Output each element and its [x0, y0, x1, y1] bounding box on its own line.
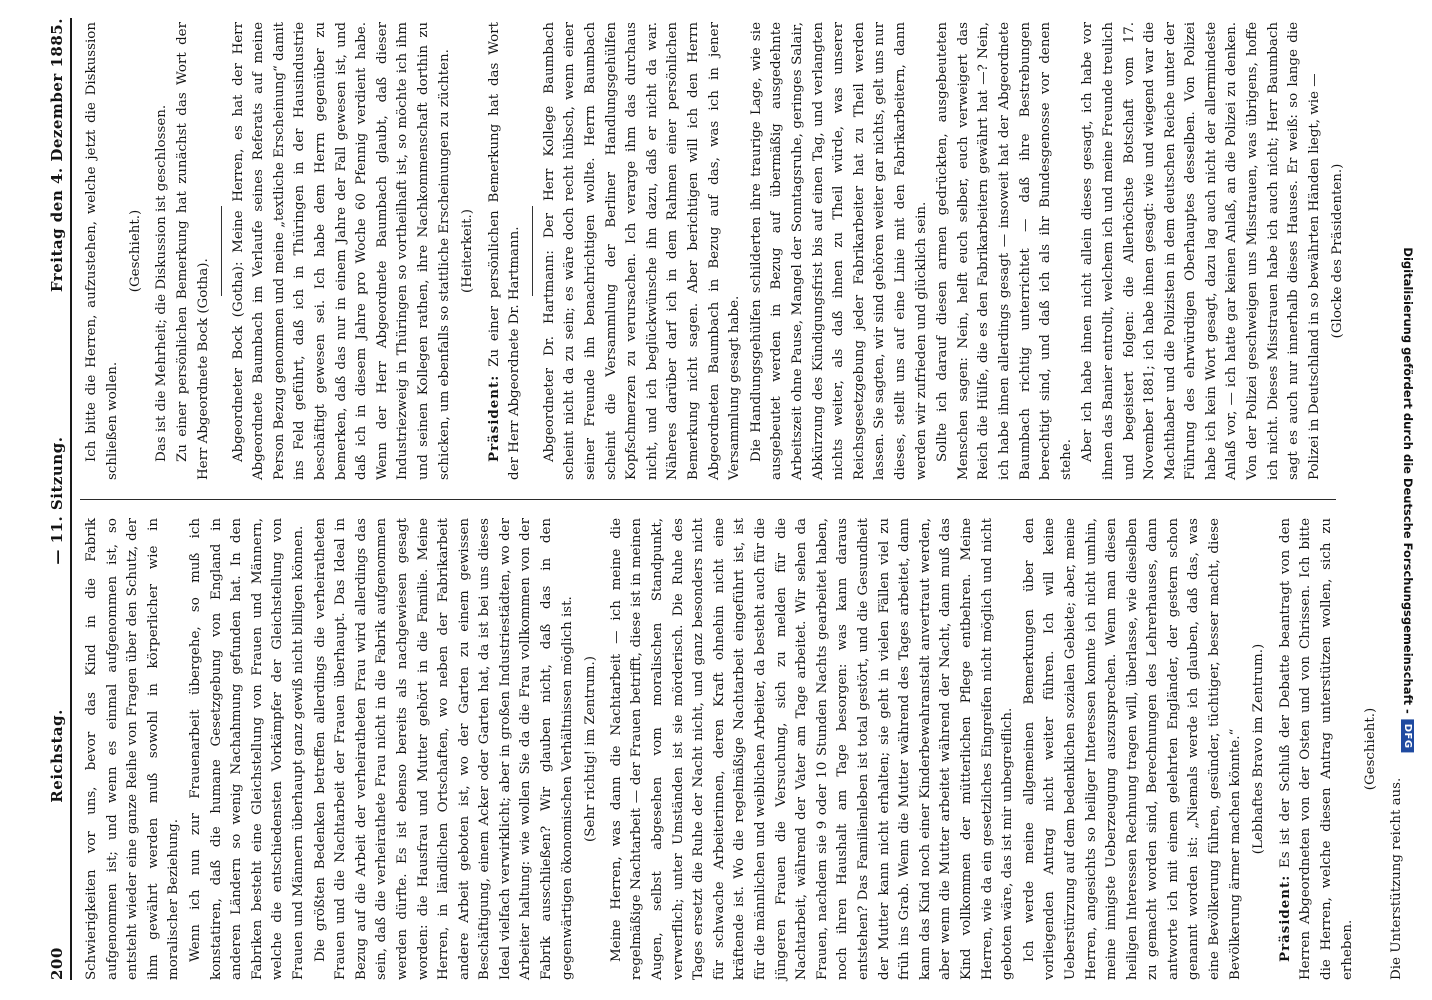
- text-column-left: [82, 518, 1404, 980]
- header-rule: [70, 18, 72, 980]
- stage-direction: [458, 22, 479, 480]
- stage-direction: [126, 22, 147, 480]
- paragraph: [1020, 518, 1247, 980]
- paragraph-text: Abgeordneter Bock (Gotha): Meine Herren, es hat der Herr Abgeordnete Baumbach im Verlaufe seines Referats auf meine Person Bezug genommen und meine „textliche Erscheinung“ damit ins Feld geführt, daß ich in Thüringen in der Hausindustrie beschäftigt gewesen sei. Ich habe dem Herrn gegenüber zu bemerken, daß das nur in einem Jahre der Fall gewesen ist, und daß ich in diesem Jahre pro Woche 60 Pfennig verdient habe. Wenn der Herr Abgeordnete Baumbach glaubt, daß dieser Industriezweig in Thüringen so vortheilhaft ist, so möchte ich ihm und seinen Kollegen rathen, ihre Nachkommenschaft dorthin zu schicken, um ebenfalls so stattliche Erscheinungen zu züchten.: [230, 22, 452, 480]
- paragraph: [1275, 518, 1358, 980]
- stage-direction: [1328, 22, 1349, 480]
- speaker-label: Präsident:: [1276, 874, 1293, 962]
- header-chamber: Reichstag.: [48, 709, 66, 803]
- paragraph: [173, 22, 214, 480]
- paragraph: [540, 22, 746, 480]
- digitization-credit: [1401, 247, 1415, 752]
- paragraph: [747, 22, 932, 480]
- stage-direction-text: (Geschieht.): [1363, 707, 1379, 791]
- stage-direction-text: (Heiterkeit.): [460, 209, 476, 293]
- paragraph-text: Sollte ich darauf diesen armen gedrückten, ausgebeuteten Menschen sagen: Nein, helft euch selber, euch verweigert das Reich die Hülfe, die es den Fabrikarbeitern gewährt hat —? Nein, ich habe ihnen allerdings gesagt — insoweit hat der Abgeordnete Baumbach richtig unterrichtet — daß ihre Bestrebungen berechtigt sind, und daß ich als ihr Bundesgenosse vor denen stehe.: [935, 22, 1074, 480]
- stage-direction: [1249, 518, 1270, 980]
- paragraph: [82, 22, 123, 480]
- paragraph: [186, 518, 310, 980]
- header-session: — 11. Sitzung.: [48, 436, 66, 565]
- section-separator: [221, 206, 222, 296]
- paragraph-text: Es ist der Schluß der Debatte beantragt von den Herren Abgeordneten von der Osten und von Chrissen. Ich bitte die Herren, welche diesen Antrag unterstützen wollen, sich zu erheben.: [1277, 518, 1355, 980]
- paragraph-text: Schwierigkeiten vor uns, bevor das Kind in die Fabrik aufgenommen ist; und wenn es einmal aufgenommen ist, so entsteht wieder eine ganze Reihe von Fragen über den Schutz, der ihm gewährt werden muß sowohl in körperlicher wie in moralischer Beziehung.: [84, 518, 182, 980]
- paragraph-text: Die größten Bedenken betreffen allerdings die verheiratheten Frauen und die Nachtarbeit der Frauen überhaupt. Das Ideal in Bezug auf die Arbeit der verheiratheten Frau wird allerdings das sein, daß die verheirathete Frau nicht in die Fabrik aufgenommen werden dürfte. Es ist ebenso bereits als nachgewiesen gesagt worden: die Hausfrau und Mutter gehört in die Familie. Meine Herren, in ländlichen Ortschaften, wo neben der Fabrikarbeit andere Arbeit geboten ist, wo der Garten zu einem gewissen Beschäftigung, einem Acker oder Garten hat, da ist bei uns dieses Ideal vielfach verwirklicht; aber in großen Industriestädten, wo der Arbeiter haltung: wie wollen Sie da die Frau vollkommen von der Fabrik ausschließen? Wir glauben nicht, daß das in den gegenwärtigen ökonomischen Verhältnissen möglich ist.: [312, 518, 575, 980]
- paragraph-text: Die Unterstützung reicht aus.: [1388, 777, 1404, 980]
- stage-direction-text: (Glocke des Präsidenten.): [1330, 163, 1346, 339]
- paragraph-text: Die Handlungsgehülfen schilderten ihre traurige Lage, wie sie ausgebeutet werden in Bezug auf übermäßig ausgedehnte Arbeitszeit ohne Pause, Mangel der Sonntagsruhe, geringes Salair, Abkürzung des Kündigungsfrist bis auf einen Tag, und verlangten nichts weiter, als daß ihnen zu Theil würde, was unserer Reichsgesetzgebung jeder Fabrikarbeiter hat zu Theil werden lassen. Sie sagten, wir sind gehören weiter gar nichts, gelt uns nur dieses, stellt uns auf eine Linie mit den Fabrikarbeitern, dann werden wir zufrieden und glücklich sein.: [748, 22, 929, 480]
- paragraph: [311, 518, 579, 980]
- text-column-right: [82, 22, 1346, 480]
- paragraph-text: Zu einer persönlichen Bemerkung hat zunächst das Wort der Herr Abgeordnete Bock (Gotha).: [175, 22, 211, 480]
- paragraph: [484, 22, 526, 480]
- paragraph-text: Zu einer persönlichen Bemerkung hat das Wort der Herr Abgeordnete Dr. Hartmann.: [486, 22, 523, 480]
- paragraph: [607, 518, 1019, 980]
- paragraph-text: Ich werde meine allgemeinen Bemerkungen über den vorliegenden Antrag nicht weiter führen. Ich will keine Ueberstürzung auf dem bedenklichen sozialen Gebiete; aber, meine Herren, angesichts so heiliger Interessen konnte ich nicht umhin, meine innigste Ueberzeugung auszusprechen. Wenn man diesen heiligen Interessen Rechnung tragen will, überlasse, wie dieselben zu gemacht worden sind, Berechnungen des Lehrerhauses, dann antworte ich mit einem gelehrten Engländer, der gestern schon genannt worden ist: „Niemals werde ich glauben, daß das, was eine Bevölkerung führen, gesünder, tüchtiger, besser macht, diese Bevölkerung ärmer machen könnte.“: [1021, 518, 1243, 980]
- page-number: 200: [48, 947, 66, 980]
- paragraph-text: Wenn ich nun zur Frauenarbeit übergehe, so muß ich konstatiren, daß die humane Gesetzgebung von England in anderen Ländern so wenig Nachahmung gefunden hat. In den Fabriken besteht eine Gleichstellung von Frauen und Männern, welche die entschiedensten Vorkämpfer der Gleichstellung von Frauen und Männern überhaupt ganz gewiß nicht billigen können.: [187, 518, 306, 980]
- paragraph: [229, 22, 456, 480]
- section-separator: [532, 206, 533, 296]
- paragraph: [933, 22, 1077, 480]
- paragraph-text: Das ist die Mehrheit; die Diskussion ist geschlossen.: [153, 104, 169, 462]
- column-divider: [80, 499, 1336, 500]
- paragraph-text: Meine Herren, was dann die Nachtarbeit — ich meine die regelmäßige Nachtarbeit — der Frauen betrifft, diese ist in meinen Augen, selbst abgesehen vom moralischen Standpunkt, verwerflich; unter Umständen ist sie mörderisch. Die Ruhe des Tages ersetzt die Ruhe der Nacht nicht, und ganz besonders nicht für schwache Arbeiterinnen, deren Kraft ohnehin nicht eine kräftende ist. Wo die regelmäßige Nachtarbeit eingeführt ist, ist für die männlichen und weiblichen Arbeiter, da besteht auch für die jüngeren Frauen die Versuchung, sich zu melden für die Nachtarbeit, während der Vater am Tage arbeitet. Wir sehen da Frauen, nachdem sie 9 oder 10 Stunden Nachts gearbeitet haben, noch ihren Haushalt am Tage besorgen: was kann daraus entstehen? Das Familienleben ist total gestört, und die Gesundheit der Mutter kann nicht erhalten; sie geht in vielen Fällen viel zu früh ins Grab. Wenn die Mutter während des Tages arbeitet, dann kann das Kind noch einer Kinderbewahranstalt anvertraut werden, aber wenn die Mutter arbeitet während der Nacht, dann muß das Kind vollkommen der mütterlichen Pflege entbehren. Meine Herren, wie da ein gesetzliches Eingreifen nicht möglich und nicht geboten wäre, das ist mir unbegreiflich.: [608, 518, 1016, 980]
- stage-direction-text: (Sehr richtig! im Zentrum.): [583, 656, 599, 842]
- running-header: [40, 18, 66, 980]
- paragraph: [82, 518, 185, 980]
- stage-direction-text: (Lebhaftes Bravo im Zentrum.): [1251, 643, 1267, 855]
- paragraph-text: Abgeordneter Dr. Hartmann: Der Herr Kollege Baumbach scheint nicht da zu sein; es wäre doch recht hübsch, wenn einer seiner Freunde ihn benachrichtigen wollte. Herrn Baumbach scheint die Versammlung der Berliner Handlungsgehülfen Kopfschmerzen zu verursachen. Ich verarge ihm das durchaus nicht, und ich beglückwünsche ihn dazu, daß er nicht da war. Näheres darüber darf ich in dem Rahmen einer persönlichen Bemerkung nicht sagen. Aber berichtigen will ich den Herrn Abgeordneten Baumbach in Bezug auf das, was ich in jener Versammlung gesagt habe.: [541, 22, 743, 480]
- stage-direction-text: (Geschieht.): [128, 209, 144, 293]
- speaker-label: Präsident:: [485, 374, 502, 462]
- credit-text: Digitalisierung gefördert durch die Deutsche Forschungsgemeinschaft -: [1401, 247, 1415, 714]
- paragraph: [1078, 22, 1325, 480]
- paragraph: [152, 22, 173, 480]
- header-date: Freitag den 4. Dezember 1885.: [48, 18, 66, 293]
- paragraph-text: Aber ich habe ihnen nicht allein dieses gesagt, ich habe vor ihnen das Banier entrollt, welchem ich und meine Freunde treulich und begeistert folgen: die Allerhöchste Botschaft vom 17. November 1881; ich habe ihnen gesagt: wie und wiegend war die Machthaber und die Polizisten in dem deutschen Reiche unter der Führung des ehrwürdigen Oberhauptes desselben. Von Polizei habe ich kein Wort gesagt, dazu lag auch nicht der allermindeste Anlaß vor, — ich hatte gar keinen Anlaß, an die Polizei zu denken. Von der Polizei geschweigen uns Misstrauen, was übrigens, hoffe ich nicht. Dieses Misstrauen habe ich auch nicht; Herr Baumbach sagt es auch nur innerhalb dieses Hauses. Er weiß: so lange die Polizei in Deutschland in so bewährten Händen liegt, wie —: [1080, 22, 1322, 480]
- dfg-logo: DFG: [1402, 720, 1415, 753]
- stage-direction: [581, 518, 602, 980]
- stage-direction: [1361, 518, 1382, 980]
- paragraph-text: Ich bitte die Herren, aufzustehen, welche jetzt die Diskussion schließen wollen.: [84, 22, 120, 480]
